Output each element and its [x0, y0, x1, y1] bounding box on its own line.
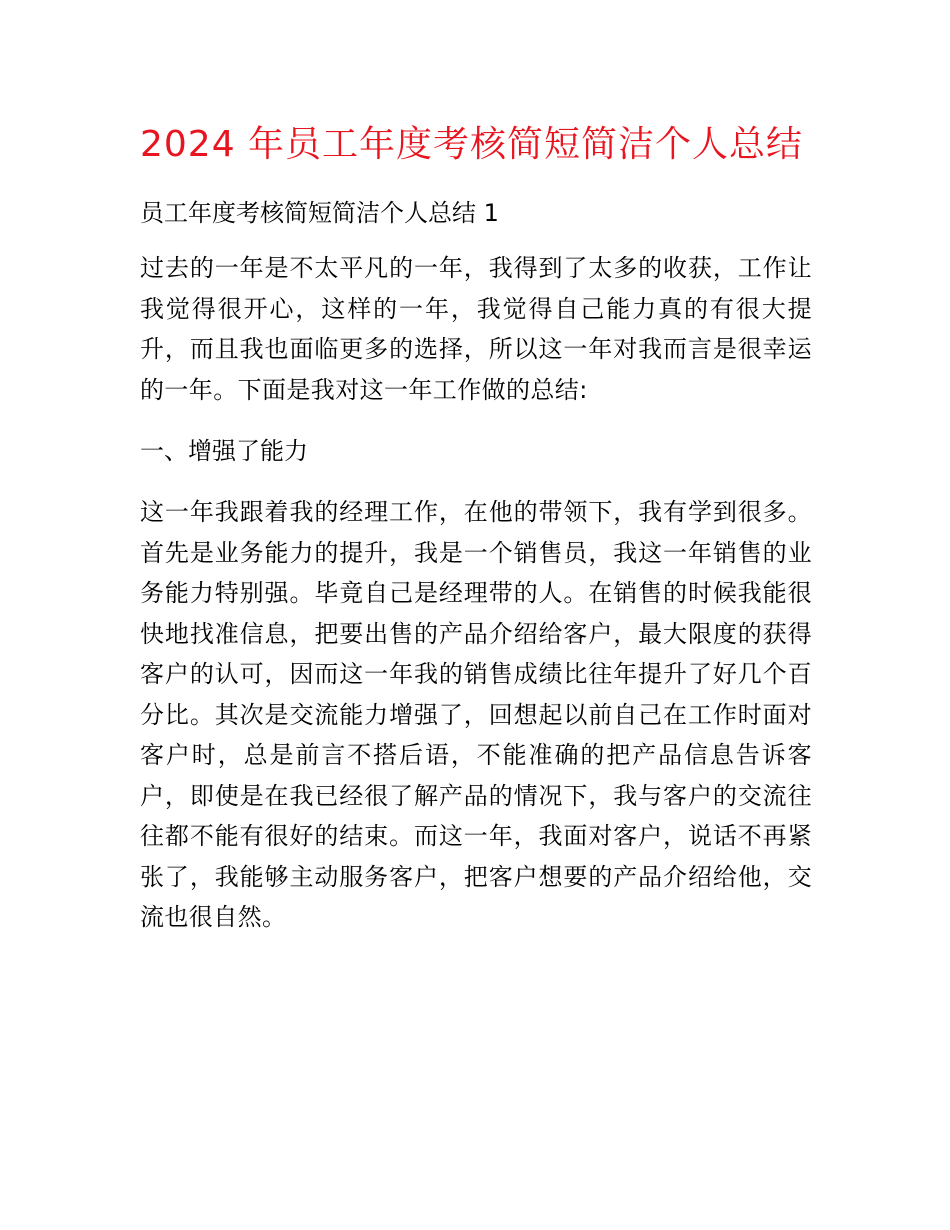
intro-paragraph: 过去的一年是不太平凡的一年，我得到了太多的收获，工作让我觉得很开心，这样的一年，我觉得自己能力真的有很大提升，而且我也面临更多的选择，所以这一年对我而言是很幸运的一年。下面是我对这一年工作做的总结: [140, 254, 812, 404]
section-body-1: 这一年我跟着我的经理工作，在他的带领下，我有学到很多。首先是业务能力的提升，我是一个销售员，我这一年销售的业务能力特别强。毕竟自己是经理带的人。在销售的时候我能很快地找准信息，把要出售的产品介绍给客户，最大限度的获得客户的认可，因而这一年我的销售成绩比往年提升了好几个百分比。其次是交流能力增强了，回想起以前自己在工作时面对客户时，总是前言不搭后语，不能准确的把产品信息告诉客户，即使是在我已经很了解产品的情况下，我与客户的交流往往都不能有很好的结束。而这一年，我面对客户，说话不再紧张了，我能够主动服务客户，把客户想要的产品介绍给他，交流也很自然。 [140, 498, 812, 931]
document-subtitle: 员工年度考核简短简洁个人总结 1 [140, 199, 499, 227]
document-page [140, 118, 812, 938]
section-heading-1: 一、增强了能力 [140, 437, 308, 465]
document-title: 2024 年员工年度考核简短简洁个人总结 [140, 124, 804, 165]
